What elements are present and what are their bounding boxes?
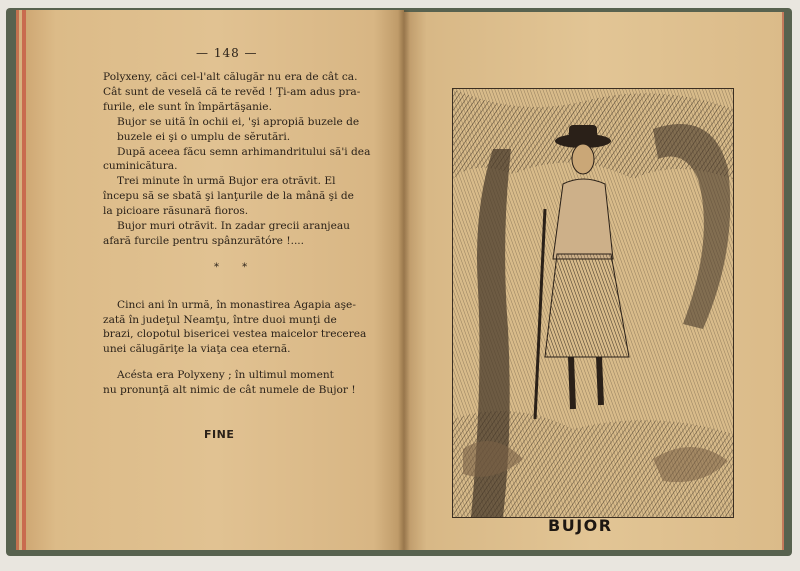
illustration-caption: BUJOR	[548, 516, 613, 535]
paragraph-7	[103, 368, 361, 398]
text-line: Bujor se uită în ochii ei, 'şi apropiă buzele de	[117, 115, 360, 128]
book-spine	[398, 10, 410, 550]
story-text-top	[103, 70, 371, 249]
paragraph-4	[103, 174, 361, 219]
text-line: zată în judeţul Neamţu, între duoi munţi de	[103, 313, 337, 326]
text-line: furile, ele sunt în împărtăşanie.	[103, 100, 272, 113]
text-line: Cât sunt de veselă că te revĕd ! Ţi-am adus pra-	[103, 85, 361, 98]
paragraph-2	[103, 115, 361, 145]
leg-right	[599, 357, 601, 405]
paragraph-3	[103, 145, 371, 175]
paragraph-6	[103, 298, 367, 358]
text-line: începu să se sbată şi lanţurile de la mână şi de	[103, 190, 354, 203]
text-line: Cinci ani în urmă, în monastirea Agapia aşe-	[117, 298, 356, 311]
text-line: Polyxeny, căci cel-l'alt călugăr nu era de cât ca.	[103, 71, 358, 83]
text-line: Acésta era Polyxeny ; în ultimul moment	[117, 368, 334, 381]
text-line: După aceea făcu semn arhimandritului să'i dea	[117, 145, 371, 158]
engraving-illustration	[452, 88, 734, 518]
text-line: nu pronunţă alt nimic de cât numele de Bujor !	[103, 383, 356, 396]
hat-crown	[569, 125, 597, 143]
text-line: afară furcile pentru spânzurătóre !....	[103, 234, 305, 247]
head	[572, 144, 594, 174]
paragraph-1	[103, 70, 361, 115]
text-line: Trei minute în urmă Bujor era otrăvit. El	[117, 175, 336, 188]
end-marker: FINE	[204, 428, 235, 441]
text-line: la picioare răsunară fioros.	[103, 205, 249, 218]
text-line: Bujor muri otrăvit. In zadar grecii aranjeau	[117, 220, 350, 233]
text-line: cuminicătura.	[103, 160, 178, 173]
text-line: unei călugăriţe la viaţa cea eternă.	[103, 343, 291, 356]
story-text-bottom	[103, 287, 367, 408]
shirt	[553, 179, 613, 259]
section-separator: * *	[214, 262, 258, 273]
paragraph-5	[103, 219, 361, 249]
text-line: brazi, clopotul bisericei vestea maicelor trecerea	[103, 328, 367, 341]
leg-left	[571, 357, 573, 409]
text-line: buzele ei şi o umplu de sĕrutări.	[117, 130, 291, 143]
page-number: — 148 —	[196, 46, 258, 60]
